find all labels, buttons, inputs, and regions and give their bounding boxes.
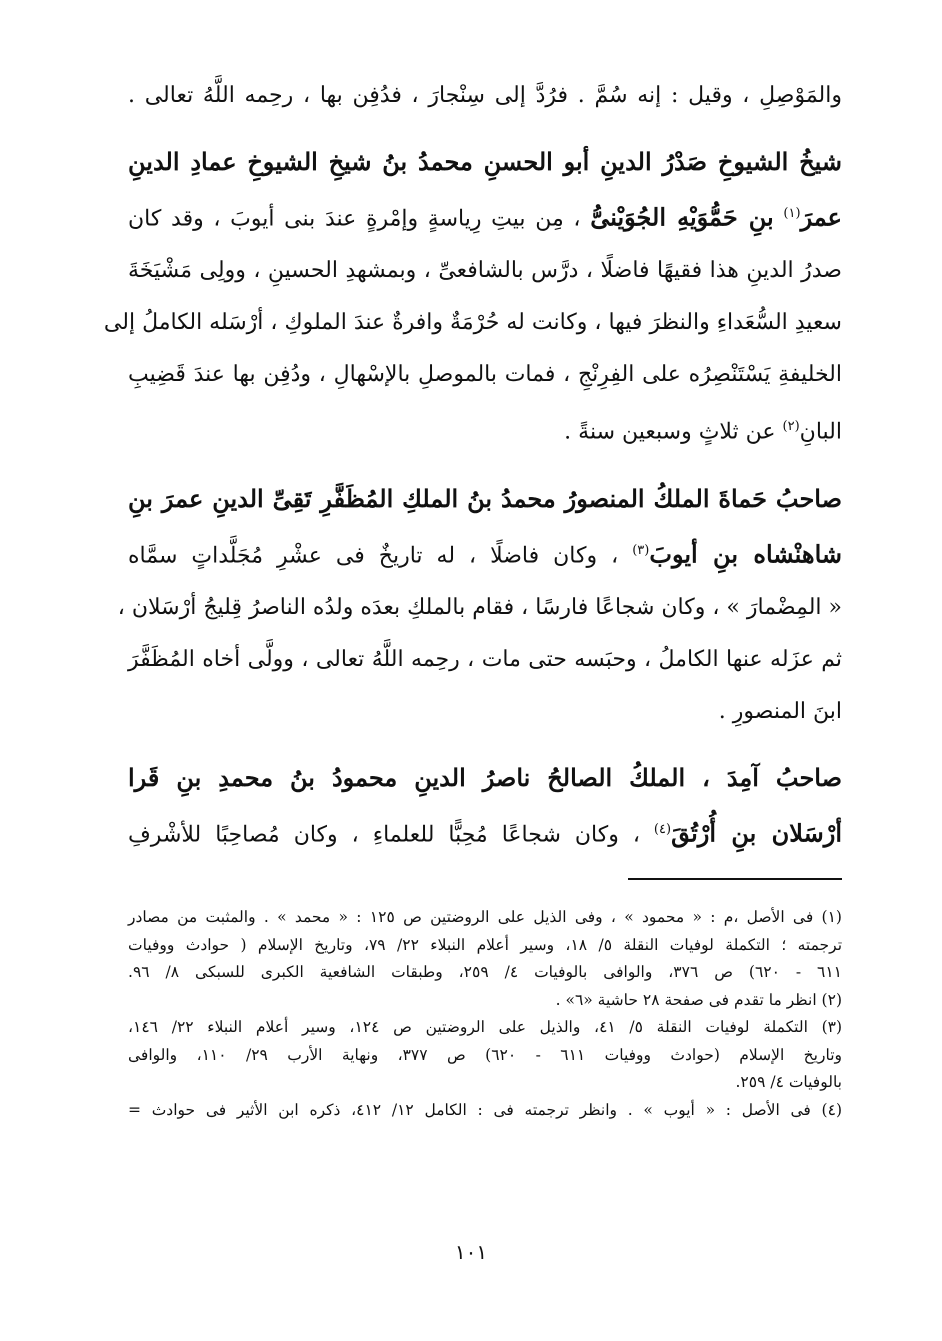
footnote-line: (١) فى الأصل ،م : « محمود » ، وفى الذيل على الروضتين ص ١٢٥ : « محمد » . والمثبت من مصادر: [128, 908, 842, 926]
text-line: ثم عزَله عنها الكاملُ ، وحبَسه حتى مات ، رحِمه اللَّهُ تعالى ، وولَّى أخاه المُظَفَّرَ: [128, 646, 842, 672]
page-number: ١٠١: [454, 1240, 488, 1264]
footnote-line: (٣) التكملة لوفيات النقلة ٥/ ٤١، والذيل على الروضتين ص ١٢٤، وسير أعلام النبلاء ٢٢/ ١٤٦،: [128, 1018, 843, 1036]
footnote-line: ترجمته ؛ التكملة لوفيات النقلة ٥/ ١٨، وسير أعلام النبلاء ٢٢/ ٧٩، وتاريخ الإسلام ( حوادث ووفيات: [128, 935, 843, 954]
entry-heading: أرْسَلان بنِ أُرْتُقَ: [671, 818, 842, 848]
footnote-line: ٦١١ - ٦٢٠) ص ٣٧٦، والوافى بالوفيات ٤/ ٢٥٩، وطبقات الشافعية الكبرى للسبكى ٨/ ٩٦.: [128, 963, 843, 981]
text-line: سعيدِ السُّعَداءِ والنظرَ فيها ، وكانت له حُرْمَةٌ وافرةٌ عندَ الملوكِ ، أرْسَله الكاملُ إلى: [103, 310, 842, 336]
paragraph-gap: [128, 459, 842, 473]
text-line: [128, 804, 842, 861]
footnote-marker: (٢): [782, 419, 800, 435]
paragraph-gap: [128, 738, 842, 752]
footnote-marker: (٣): [632, 542, 650, 558]
footnote-line: وتاريخ الإسلام (حوادث ووفيات ٦١١ - ٦٢٠) ص ٣٧٧، ونهاية الأرب ٢٩/ ١١٠، والوافى: [128, 1045, 842, 1064]
text-line: [128, 525, 842, 582]
entry-heading: شيخُ الشيوخِ صَدْرُ الدينِ أبو الحسنِ محمدُ بنُ شيخِ الشيوخِ عمادِ الدينِ: [128, 147, 842, 176]
text-span: البانِ: [799, 419, 842, 445]
text-line: ابنَ المنصورِ .: [718, 698, 842, 724]
footnote-line: (٢) انظر ما تقدم فى صفحة ٢٨ حاشية «٦» .: [555, 990, 842, 1009]
text-line: « المِضْمارَ » ، وكان شجاعًا فارسًا ، فقام بالملكِ بعدَه ولدُه الناصرُ قِليجُ أرْسَلان ،: [117, 594, 842, 620]
footnote-marker: (١): [783, 206, 801, 221]
footnote-marker: (٤): [653, 821, 672, 837]
text-line: [128, 401, 842, 458]
footnote-line: (٤) فى الأصل : « أيوب » . وانظر ترجمته فى : الكامل ١٢/ ٤١٢، ذكره ابن الأثير فى حوادث =: [128, 1100, 842, 1119]
text-line: صدرُ الدينِ هذا فقيهًا فاضلًا ، درَّس بالشافعىِّ ، وبمشهدِ الحسينِ ، وولِى مَشْيَخَةَ: [128, 258, 842, 284]
entry-heading: صاحبُ آمِدَ ، الملكُ الصالحُ ناصرُ الدينِ محمودُ بنُ محمدِ بنِ قَرا: [128, 762, 843, 792]
entry-heading: شاهنْشاه بنِ أيوبَ: [649, 538, 842, 568]
entry-heading: بنِ حَمُّوَيْهِ الجُوَيْنىُّ: [590, 202, 774, 232]
footnote-divider: [628, 878, 842, 880]
paragraph-gap: [128, 122, 842, 136]
text-line: والمَوْصِلِ ، وقيل : إنه سُمَّ . فرُدَّ إلى سِنْجارَ ، فدُفِن بها ، رحِمه اللَّهُ تعالى .: [128, 83, 842, 108]
text-span: ، مِن بيتِ رِياسةٍ وإمْرةٍ عندَ بنى أيوبَ ، وقد كان: [128, 206, 581, 232]
main-text: [103, 70, 843, 861]
text-line: الخليفةِ يَسْتَنْصِرُه على الفِرِنْجِ ، فمات بالموصلِ بالإسْهالِ ، ودُفِن بها عندَ قَضِيبِ: [128, 362, 842, 388]
footnote-line: بالوفيات ٤/ ٢٥٩.: [735, 1073, 842, 1091]
footnotes: [128, 904, 842, 1124]
text-line: [128, 188, 842, 245]
text-span: ، وكان فاضلًا ، له تاريخٌ فى عشْرِ مُجَلَّداتٍ سمَّاه: [128, 542, 619, 568]
text-span: عن ثلاثٍ وسبعين سنةً .: [564, 419, 776, 445]
text-span: ، وكان شجاعًا مُحِبًّا للعلماءِ ، وكان مُصاحِبًا للأشْرفِ: [128, 822, 640, 848]
entry-heading: عمرَ: [800, 202, 842, 232]
entry-heading: صاحبُ حَماةَ الملكُ المنصورُ محمدُ بنُ الملكِ المُظَفَّرِ تَقِىِّ الدينِ عمرَ بنِ: [128, 483, 842, 513]
